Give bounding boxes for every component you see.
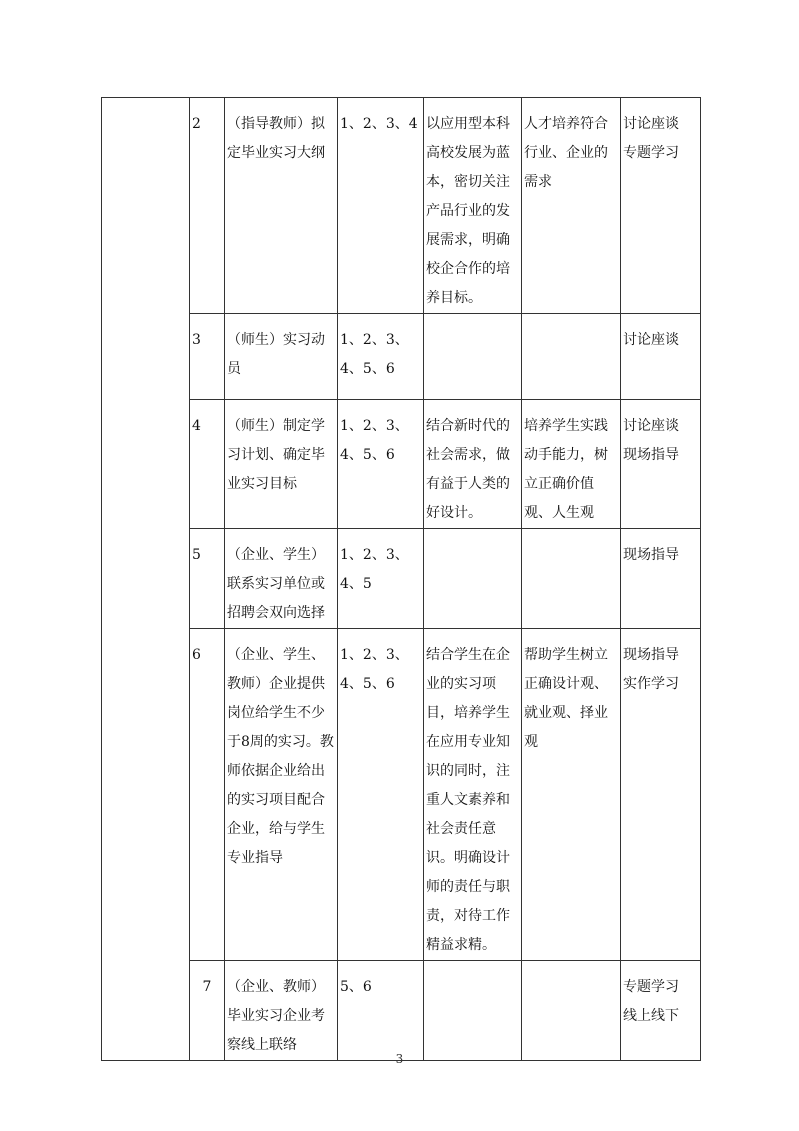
method-item: 现场指导 (623, 547, 679, 563)
method-cell (621, 629, 701, 961)
row-number: 3 (190, 314, 225, 400)
row-number: 5 (190, 529, 225, 629)
method-item: 专题学习 (623, 145, 679, 161)
table-row (102, 961, 701, 1061)
goal-cell: 1、2、3、4、5、6 (338, 314, 424, 400)
page-number: 3 (395, 1052, 404, 1066)
content-cell: 以应用型本科高校发展为蓝本，密切关注产品行业的发展需求，明确校企合作的培养目标。 (424, 98, 522, 314)
step-cell: （师生）制定学习计划、确定毕业实习目标 (225, 400, 338, 529)
content-cell (424, 529, 522, 629)
merged-blank-cell (102, 98, 190, 1061)
content-cell: 结合学生在企业的实习项目，培养学生在应用专业知识的同时，注重人文素养和社会责任意识。明确设计师的责任与职责，对待工作精益求精。 (424, 629, 522, 961)
step-cell: （师生）实习动员 (225, 314, 338, 400)
method-item: 讨论座谈 (623, 418, 679, 434)
method-item: 线上线下 (623, 1008, 679, 1024)
ideology-cell (522, 529, 621, 629)
table-row (102, 629, 701, 961)
method-cell (621, 529, 701, 629)
method-item: 实作学习 (623, 676, 679, 692)
goal-cell: 5、6 (338, 961, 424, 1061)
method-cell (621, 314, 701, 400)
method-item: 专题学习 (623, 979, 679, 995)
goal-cell: 1、2、3、4、5、6 (338, 629, 424, 961)
table-row (102, 529, 701, 629)
ideology-cell: 培养学生实践动手能力，树立正确价值观、人生观 (522, 400, 621, 529)
table-row (102, 400, 701, 529)
ideology-cell: 人才培养符合行业、企业的需求 (522, 98, 621, 314)
goal-cell: 1、2、3、4、5、6 (338, 400, 424, 529)
method-item: 现场指导 (623, 447, 679, 463)
row-number: 7 (190, 961, 225, 1061)
step-cell: （企业、学生、教师）企业提供岗位给学生不少于8周的实习。教师依据企业给出的实习项目配合企业，给与学生专业指导 (225, 629, 338, 961)
goal-cell: 1、2、3、4 (338, 98, 424, 314)
method-item: 讨论座谈 (623, 332, 679, 348)
goal-cell: 1、2、3、4、5 (338, 529, 424, 629)
method-item: 讨论座谈 (623, 116, 679, 132)
internship-plan-table (101, 97, 701, 1061)
content-cell (424, 314, 522, 400)
method-cell (621, 98, 701, 314)
content-cell (424, 961, 522, 1061)
row-number: 4 (190, 400, 225, 529)
method-cell (621, 400, 701, 529)
ideology-cell: 帮助学生树立正确设计观、就业观、择业观 (522, 629, 621, 961)
row-number: 6 (190, 629, 225, 961)
table-row (102, 98, 701, 314)
ideology-cell (522, 314, 621, 400)
row-number: 2 (190, 98, 225, 314)
method-item: 现场指导 (623, 647, 679, 663)
step-cell: （企业、教师）毕业实习企业考察线上联络 (225, 961, 338, 1061)
step-cell: （企业、学生）联系实习单位或招聘会双向选择 (225, 529, 338, 629)
table-row (102, 314, 701, 400)
method-cell (621, 961, 701, 1061)
content-cell: 结合新时代的社会需求，做有益于人类的好设计。 (424, 400, 522, 529)
ideology-cell (522, 961, 621, 1061)
step-cell: （指导教师）拟定毕业实习大纲 (225, 98, 338, 314)
